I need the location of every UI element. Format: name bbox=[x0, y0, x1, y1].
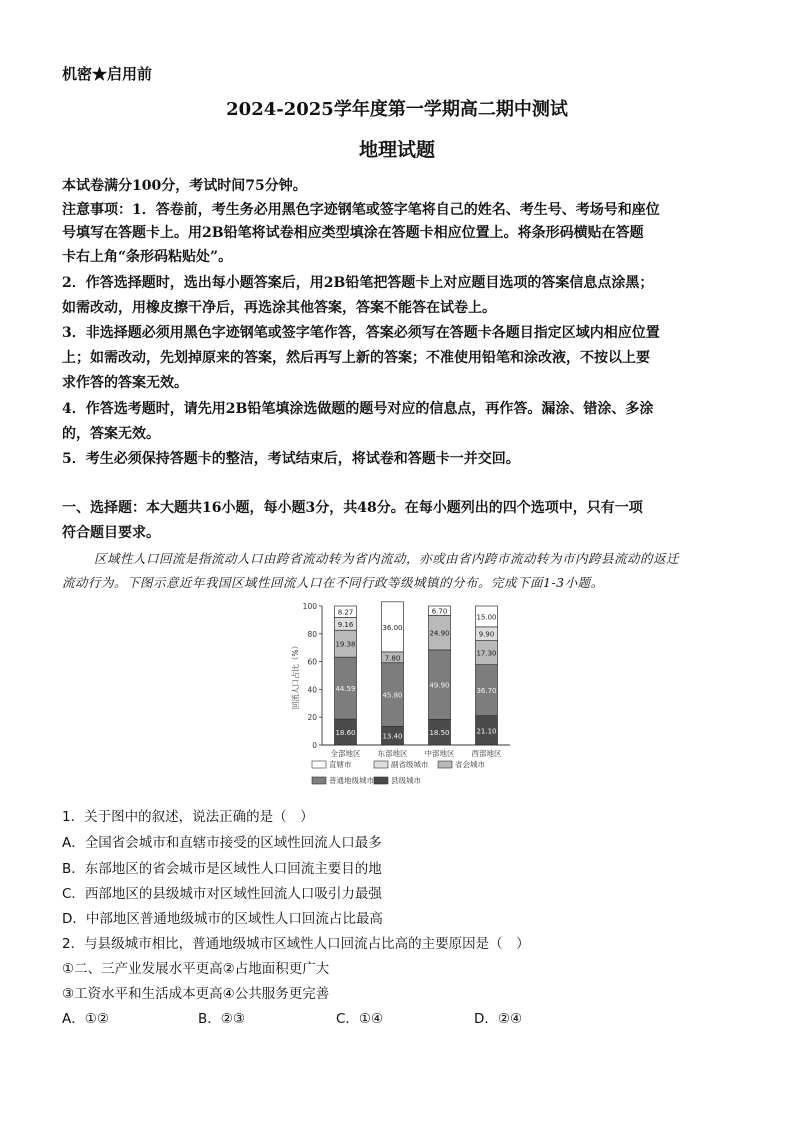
exam-title: 2024-2025学年度第一学期高二期中测试 bbox=[226, 99, 568, 120]
section-heading: 一、选择题：本大题共16小题，每小题3分，共48分。在每小题列出的四个选项中，只有一项 bbox=[62, 500, 643, 516]
section-heading: 符合题目要求。 bbox=[62, 525, 160, 541]
legend-swatch bbox=[312, 777, 326, 784]
question-1-option-c[interactable]: C．西部地区的县级城市对区域性回流人口吸引力最强 bbox=[62, 886, 382, 902]
data-label: 44.59 bbox=[335, 685, 356, 694]
legend-label: 副省级城市 bbox=[391, 760, 429, 769]
x-tick-label: 中部地区 bbox=[424, 749, 455, 758]
data-label: 7.80 bbox=[384, 654, 401, 663]
question-1-option-d[interactable]: D．中部地区普通地级城市的区域性人口回流占比最高 bbox=[62, 911, 383, 927]
question-2-option-a[interactable]: A．①② bbox=[62, 1011, 109, 1027]
data-label: 36.70 bbox=[476, 687, 497, 696]
chart-bars bbox=[335, 602, 498, 745]
data-label: 21.10 bbox=[476, 727, 497, 736]
x-tick-label: 全部地区 bbox=[330, 749, 361, 758]
question-1-option-b[interactable]: B．东部地区的省会城市是区域性人口回流主要目的地 bbox=[62, 861, 382, 877]
note-line: 求作答的答案无效。 bbox=[62, 375, 188, 391]
question-2-statements: ③工资水平和生活成本更高④公共服务更完善 bbox=[62, 986, 330, 1002]
data-label: 36.00 bbox=[382, 623, 403, 632]
exam-info: 本试卷满分100分，考试时间75分钟。 bbox=[62, 178, 307, 194]
legend-label: 省会城市 bbox=[455, 760, 485, 769]
legend-swatch bbox=[312, 761, 326, 768]
note-line: 注意事项：1．答卷前，考生务必用黑色字迹钢笔或签字笔将自己的姓名、考生号、考场号和座位 bbox=[62, 202, 660, 218]
x-tick-label: 东部地区 bbox=[377, 749, 408, 758]
subject-title: 地理试题 bbox=[358, 139, 435, 161]
data-label: 6.70 bbox=[431, 607, 448, 616]
legend-swatch bbox=[438, 761, 452, 768]
data-label: 15.00 bbox=[476, 613, 497, 622]
note-line: 号填写在答题卡上。用2B铅笔将试卷相应类型填涂在答题卡相应位置上。将条形码横贴在答题 bbox=[62, 225, 644, 241]
question-2-option-c[interactable]: C．①④ bbox=[336, 1011, 384, 1027]
data-label: 24.90 bbox=[429, 629, 450, 638]
note-line: 如需改动，用橡皮擦干净后，再选涂其他答案，答案不能答在试卷上。 bbox=[62, 300, 496, 316]
data-label: 13.40 bbox=[382, 732, 403, 741]
question-2-option-d[interactable]: D．②④ bbox=[474, 1011, 523, 1027]
stacked-bar-chart bbox=[280, 598, 520, 798]
data-label: 18.50 bbox=[429, 729, 450, 738]
legend-swatch bbox=[374, 761, 388, 768]
question-1-option-a[interactable]: A．全国省会城市和直辖市接受的区域性回流人口最多 bbox=[62, 835, 382, 851]
data-label: 18.60 bbox=[335, 729, 356, 738]
intro-passage: 流动行为。下图示意近年我国区域性回流人口在不同行政等级城镇的分布。完成下面1-3小题。 bbox=[62, 575, 604, 590]
y-tick-label: 80 bbox=[307, 629, 317, 639]
confidential-label: 机密★启用前 bbox=[62, 65, 153, 83]
data-label: 45.80 bbox=[382, 691, 403, 700]
y-tick-label: 20 bbox=[307, 713, 317, 723]
data-label: 17.30 bbox=[476, 649, 497, 658]
chart-legend bbox=[312, 759, 485, 785]
note-line: 4．作答选考题时，请先用2B铅笔填涂选做题的题号对应的信息点，再作答。漏涂、错涂、多涂 bbox=[62, 401, 654, 417]
question-2-option-b[interactable]: B．②③ bbox=[198, 1011, 245, 1027]
note-line: 3．非选择题必须用黑色字迹钢笔或签字笔作答，答案必须写在答题卡各题目指定区域内相应位置 bbox=[62, 325, 660, 341]
question-1-stem: 1．关于图中的叙述，说法正确的是（ ） bbox=[62, 809, 314, 825]
legend-label: 直辖市 bbox=[329, 760, 352, 769]
y-tick-label: 100 bbox=[302, 602, 317, 611]
data-label: 19.38 bbox=[335, 640, 356, 649]
y-axis-label: 回流人口占比（%） bbox=[291, 641, 300, 710]
note-line: 上；如需改动，先划掉原来的答案，然后再写上新的答案；不准使用铅笔和涂改液，不按以上要 bbox=[62, 350, 650, 366]
data-label: 9.16 bbox=[337, 620, 354, 629]
data-label: 9.90 bbox=[478, 630, 495, 639]
y-tick-label: 40 bbox=[307, 685, 317, 695]
y-tick-label: 60 bbox=[307, 657, 317, 667]
data-label: 8.27 bbox=[337, 608, 354, 617]
chart-gridlines bbox=[319, 606, 322, 745]
question-2-statements: ①二、三产业发展水平更高②占地面积更广大 bbox=[62, 961, 330, 977]
y-tick-label: 0 bbox=[312, 741, 317, 750]
legend-label: 县级城市 bbox=[391, 776, 421, 785]
legend-label: 普通地级城市 bbox=[329, 776, 374, 785]
question-2-stem: 2．与县级城市相比，普通地级城市区域性人口回流占比高的主要原因是（ ） bbox=[62, 936, 530, 952]
legend-swatch bbox=[374, 777, 388, 784]
note-line: 卡右上角“条形码粘贴处”。 bbox=[62, 249, 233, 265]
note-line: 5．考生必须保持答题卡的整洁，考试结束后，将试卷和答题卡一并交回。 bbox=[62, 451, 520, 467]
note-line: 2．作答选择题时，选出每小题答案后，用2B铅笔把答题卡上对应题目选项的答案信息点涂黑； bbox=[62, 275, 654, 291]
data-label: 49.90 bbox=[429, 681, 450, 690]
x-tick-label: 西部地区 bbox=[471, 749, 502, 758]
intro-passage: 区域性人口回流是指流动人口由跨省流动转为省内流动，亦或由省内跨市流动转为市内跨县流动的返迁 bbox=[94, 551, 680, 566]
note-line: 的，答案无效。 bbox=[62, 426, 160, 442]
